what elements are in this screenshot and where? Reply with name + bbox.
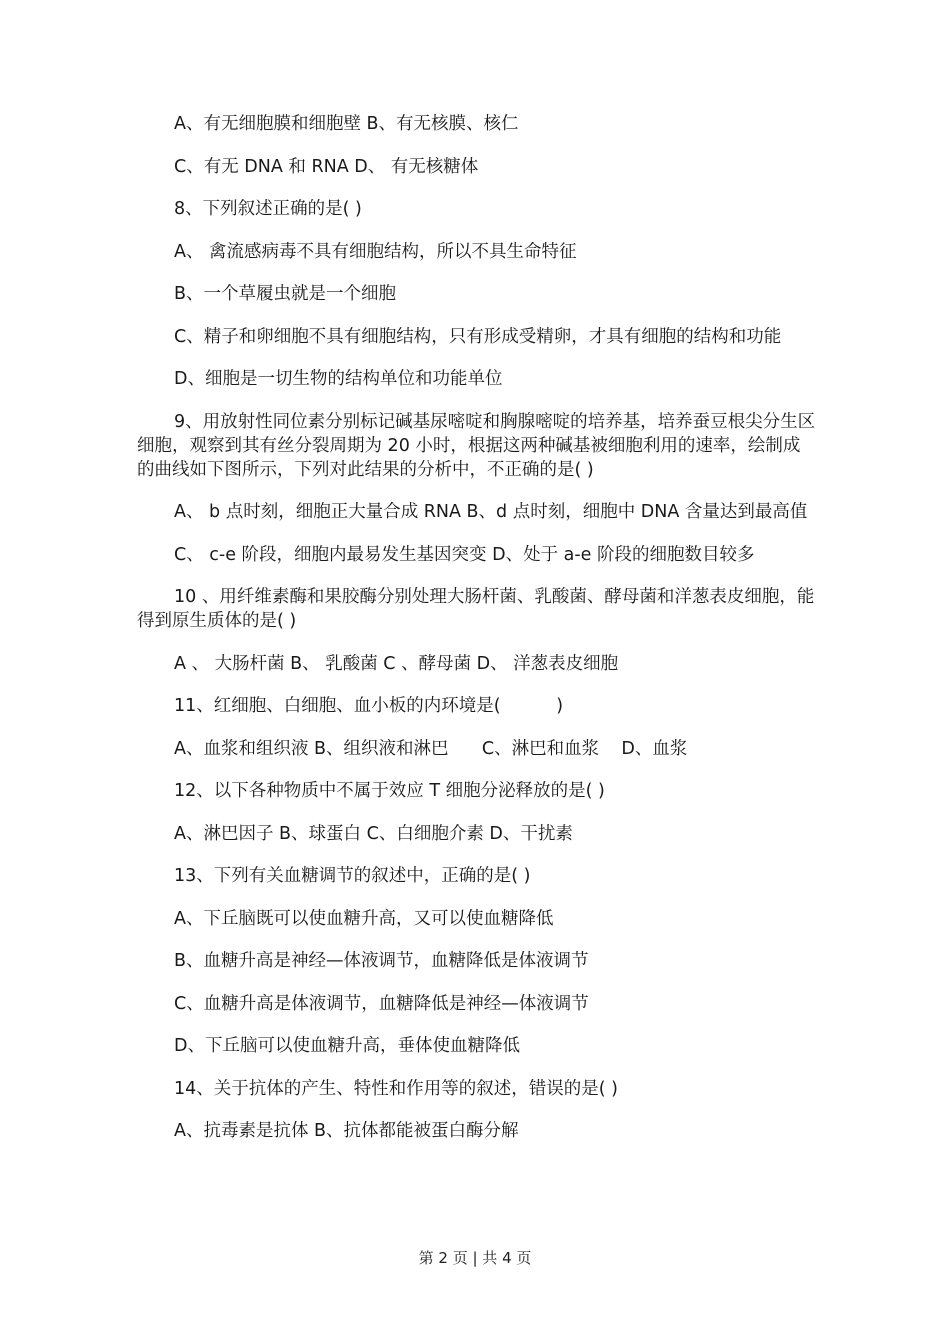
- answer-option-line: A、抗毒素是抗体 B、抗体都能被蛋白酶分解: [174, 1121, 519, 1141]
- answer-option-line: C、有无 DNA 和 RNA D、 有无核糖体: [174, 156, 479, 177]
- answer-option-line: A、 b 点时刻，细胞正大量合成 RNA B、d 点时刻，细胞中 DNA 含量达到最高值: [174, 502, 808, 522]
- question-8: 8、下列叙述正确的是( ): [174, 199, 362, 219]
- answer-option-line: C、血糖升高是体液调节，血糖降低是神经—体液调节: [174, 993, 589, 1014]
- answer-option-line: D、细胞是一切生物的结构单位和功能单位: [174, 369, 503, 389]
- question-9: 9、用放射性同位素分别标记碱基尿嘧啶和胸腺嘧啶的培养基，培养蚕豆根尖分生区细胞，观察到其有丝分裂周期为 20 小时，根据这两种碱基被细胞利用的速率，绘制成的曲线如下图所示，下列对此结果的分析中，不正确的是( ): [137, 411, 816, 480]
- answer-option-line: A、有无细胞膜和细胞壁 B、有无核膜、核仁: [174, 114, 519, 134]
- answer-option-line: C、 c-e 阶段，细胞内最易发生基因突变 D、处于 a-e 阶段的细胞数目较多: [174, 544, 755, 565]
- question-13: 13、下列有关血糖调节的叙述中，正确的是( ): [174, 866, 531, 886]
- answer-option-line: A 、 大肠杆菌 B、 乳酸菌 C 、酵母菌 D、 洋葱表皮细胞: [174, 653, 619, 674]
- answer-option-line: A、下丘脑既可以使血糖升高，又可以使血糖降低: [174, 908, 554, 929]
- answer-option-line: A、淋巴因子 B、球蛋白 C、白细胞介素 D、干扰素: [174, 823, 573, 844]
- question-12: 12、以下各种物质中不属于效应 T 细胞分泌释放的是( ): [174, 781, 605, 801]
- question-14: 14、关于抗体的产生、特性和作用等的叙述，错误的是( ): [174, 1078, 618, 1099]
- answer-option-line: C、精子和卵细胞不具有细胞结构，只有形成受精卵，才具有细胞的结构和功能: [174, 326, 782, 347]
- answer-option-line: D、下丘脑可以使血糖升高，垂体使血糖降低: [174, 1036, 520, 1056]
- answer-option-line: B、血糖升高是神经—体液调节，血糖降低是体液调节: [174, 951, 589, 971]
- document-body: [137, 112, 817, 1162]
- answer-option-line: A、血浆和组织液 B、组织液和淋巴 C、淋巴和血浆 D、血浆: [174, 738, 688, 759]
- question-11: 11、红细胞、白细胞、血小板的内环境是( ): [174, 696, 564, 716]
- question-10: 10 、用纤维素酶和果胶酶分别处理大肠杆菌、乳酸菌、酵母菌和洋葱表皮细胞，能得到原生质体的是( ): [137, 587, 815, 631]
- answer-option-line: A、 禽流感病毒不具有细胞结构，所以不具生命特征: [174, 241, 577, 262]
- answer-option-line: B、一个草履虫就是一个细胞: [174, 284, 397, 304]
- page-footer: 第 2 页 | 共 4 页: [418, 1249, 532, 1267]
